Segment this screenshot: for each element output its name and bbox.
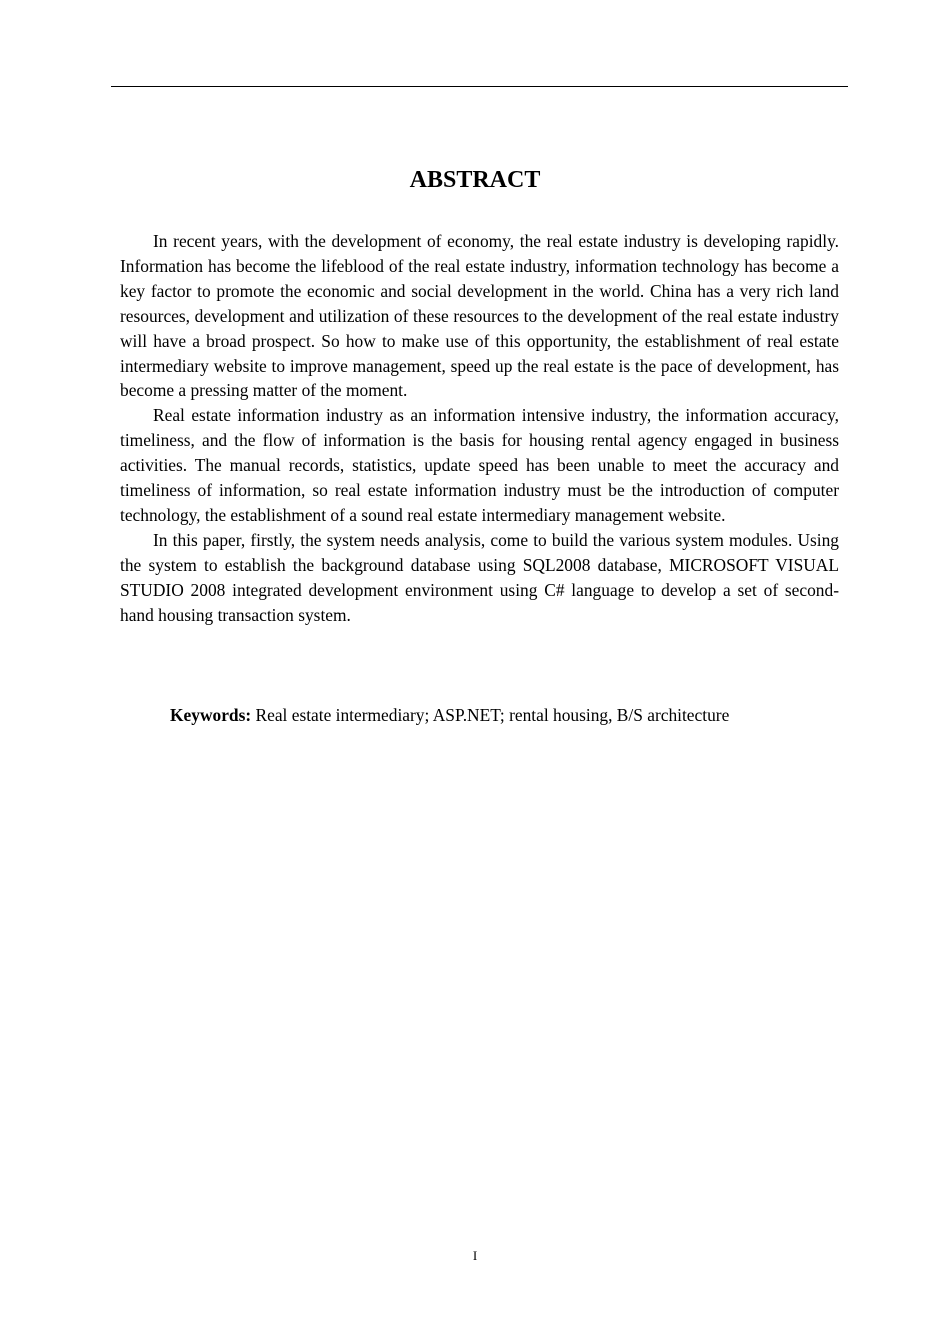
page-number: I	[472, 1248, 478, 1263]
page-title: ABSTRACT	[409, 167, 541, 193]
abstract-paragraph-3: In this paper, firstly, the system needs analysis, come to build the various system modules. Using the system to establish the background database using SQL2008 database, MICROSOFT VISUAL STUDIO 2008 integrated development environment using C# language to develop a set of second-hand housing transaction system.	[120, 529, 839, 625]
abstract-paragraph-1: In recent years, with the development of economy, the real estate industry is developing rapidly. Information has become the lifeblood of the real estate industry, information technology has become a key factor to promote the economic and social development in the world. China has a very rich land resources, development and utilization of these resources to the development of the real estate industry will have a broad prospect. So how to make use of this opportunity, the establishment of real estate intermediary website to improve management, speed up the real estate is the pace of development, has become a pressing matter of the moment.	[120, 231, 839, 401]
keywords-line	[170, 703, 870, 728]
keywords-text: Real estate intermediary; ASP.NET; rental housing, B/S architecture	[251, 705, 730, 725]
abstract-body	[120, 229, 839, 628]
keywords-label: Keywords:	[170, 705, 252, 725]
header-rule	[111, 86, 848, 87]
abstract-paragraph-2: Real estate information industry as an information intensive industry, the information accuracy, timeliness, and the flow of information is the basis for housing rental agency engaged in business activities. The manual records, statistics, update speed has been unable to meet the accuracy and timeliness of information, so real estate information industry must be the introduction of computer technology, the establishment of a sound real estate intermediary management website.	[120, 405, 839, 525]
